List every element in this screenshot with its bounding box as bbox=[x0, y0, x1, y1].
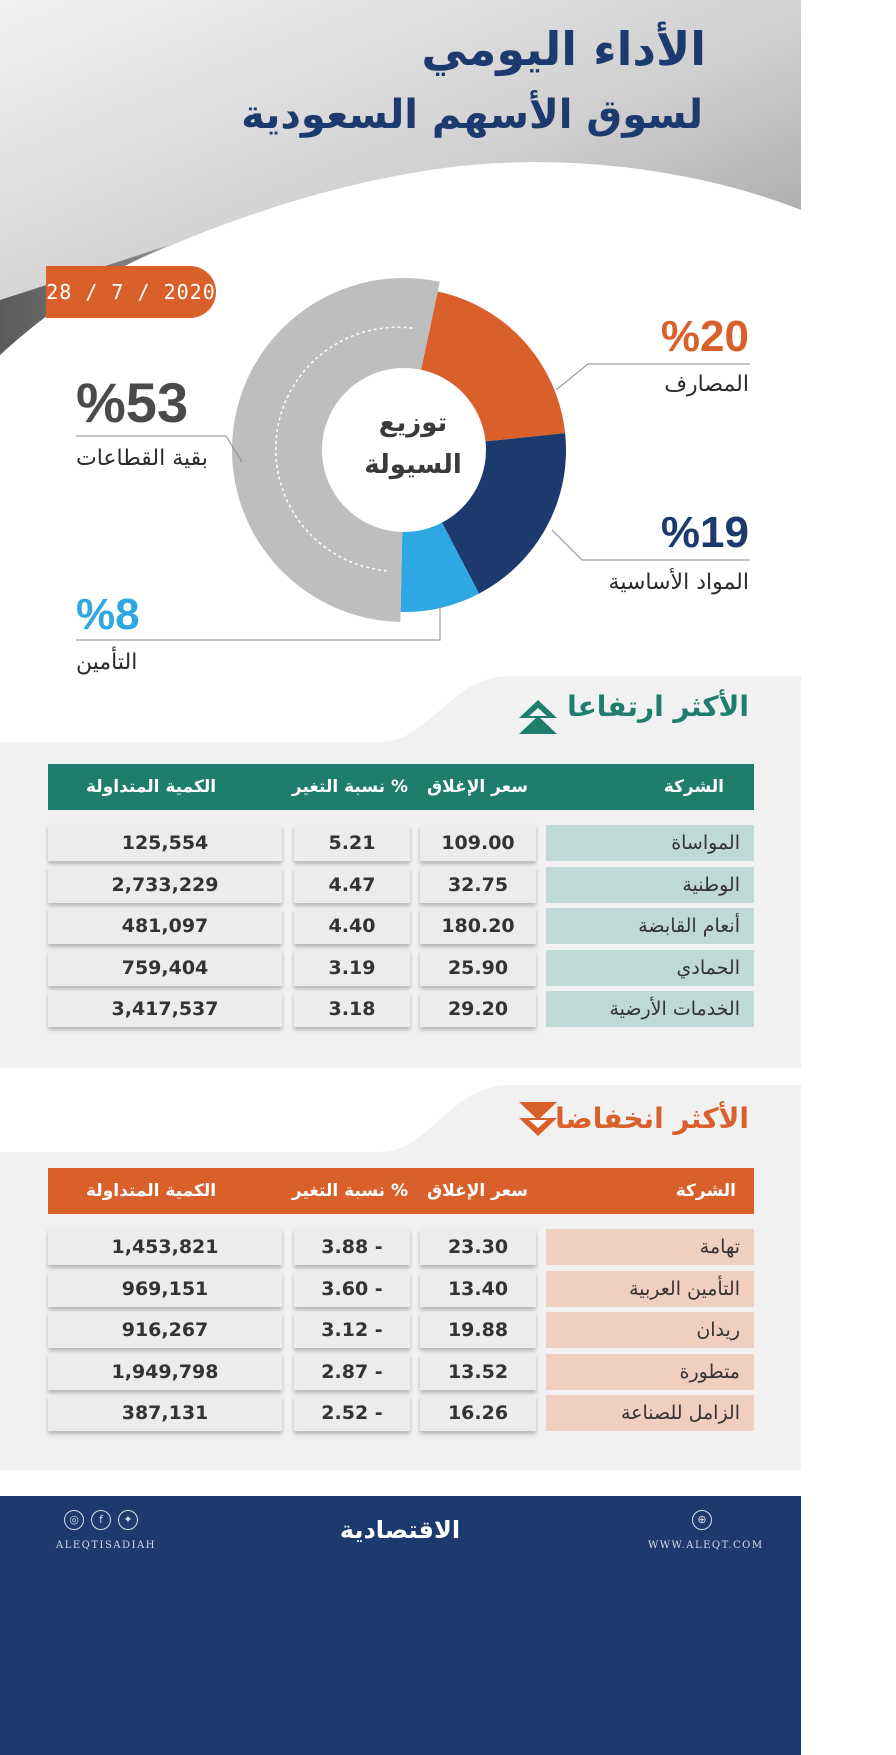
cell-change: 3.88 - bbox=[294, 1229, 410, 1265]
arrow-down-icon bbox=[517, 1102, 559, 1142]
donut-center-line1: توزيع bbox=[378, 408, 448, 438]
slice-value-insurance: %8 bbox=[76, 590, 140, 639]
table-row bbox=[48, 1271, 754, 1307]
col-company: الشركة bbox=[663, 777, 724, 797]
table-row bbox=[48, 825, 754, 861]
date-badge: 28 / 7 / 2020 bbox=[46, 266, 216, 318]
table-row bbox=[48, 1395, 754, 1431]
cell-volume: 387,131 bbox=[48, 1395, 282, 1431]
cell-company: المواساة bbox=[546, 825, 754, 861]
cell-close: 13.52 bbox=[420, 1354, 536, 1390]
donut-center-line2: السيولة bbox=[364, 450, 462, 480]
cell-close: 16.26 bbox=[420, 1395, 536, 1431]
cell-company: تهامة bbox=[546, 1229, 754, 1265]
cell-change: 2.87 - bbox=[294, 1354, 410, 1390]
cell-company: التأمين العربية bbox=[546, 1271, 754, 1307]
globe-icon[interactable]: ⊕ bbox=[692, 1510, 712, 1530]
table-row bbox=[48, 950, 754, 986]
twitter-icon[interactable]: ✦ bbox=[118, 1510, 138, 1530]
cell-volume: 2,733,229 bbox=[48, 867, 282, 903]
cell-volume: 759,404 bbox=[48, 950, 282, 986]
cell-volume: 1,453,821 bbox=[48, 1229, 282, 1265]
instagram-icon[interactable]: ◎ bbox=[64, 1510, 84, 1530]
arrow-up-icon bbox=[517, 700, 559, 740]
col-close: سعر الإغلاق bbox=[426, 777, 528, 797]
col-change: نسبة التغير % bbox=[291, 777, 408, 797]
cell-volume: 125,554 bbox=[48, 825, 282, 861]
cell-company: متطورة bbox=[546, 1354, 754, 1390]
cell-change: 3.19 bbox=[294, 950, 410, 986]
cell-close: 13.40 bbox=[420, 1271, 536, 1307]
donut-center-label bbox=[343, 402, 483, 486]
footer bbox=[0, 1496, 801, 1755]
cell-change: 4.40 bbox=[294, 908, 410, 944]
cell-change: 3.12 - bbox=[294, 1312, 410, 1348]
cell-change: 5.21 bbox=[294, 825, 410, 861]
slice-value-materials: %19 bbox=[660, 508, 749, 557]
cell-volume: 969,151 bbox=[48, 1271, 282, 1307]
cell-company: الوطنية bbox=[546, 867, 754, 903]
slice-label-banks: المصارف bbox=[664, 372, 749, 397]
cell-close: 32.75 bbox=[420, 867, 536, 903]
col-volume: الكمية المتداولة bbox=[86, 777, 217, 797]
cell-change: 3.18 bbox=[294, 991, 410, 1027]
cell-volume: 1,949,798 bbox=[48, 1354, 282, 1390]
table-row bbox=[48, 1229, 754, 1265]
losers-table-header bbox=[48, 1168, 754, 1214]
cell-close: 29.20 bbox=[420, 991, 536, 1027]
slice-label-materials: المواد الأساسية bbox=[608, 570, 749, 595]
cell-change: 3.60 - bbox=[294, 1271, 410, 1307]
page-subtitle: لسوق الأسهم السعودية bbox=[241, 92, 703, 138]
cell-close: 109.00 bbox=[420, 825, 536, 861]
table-row bbox=[48, 867, 754, 903]
losers-title: الأكثر انخفاضا bbox=[555, 1102, 749, 1135]
col-company: الشركة bbox=[675, 1181, 736, 1201]
slice-label-insurance: التأمين bbox=[76, 650, 138, 675]
gainers-title: الأكثر ارتفاعا bbox=[567, 690, 749, 723]
cell-close: 25.90 bbox=[420, 950, 536, 986]
table-row bbox=[48, 991, 754, 1027]
slice-value-others: %53 bbox=[76, 371, 189, 434]
footer-handle: ALEQTISADIAH bbox=[56, 1540, 156, 1551]
table-row bbox=[48, 1354, 754, 1390]
table-row bbox=[48, 1312, 754, 1348]
cell-company: الزامل للصناعة bbox=[546, 1395, 754, 1431]
cell-close: 19.88 bbox=[420, 1312, 536, 1348]
cell-change: 4.47 bbox=[294, 867, 410, 903]
page-title: الأداء اليومي bbox=[421, 22, 706, 76]
cell-company: ريدان bbox=[546, 1312, 754, 1348]
cell-volume: 916,267 bbox=[48, 1312, 282, 1348]
cell-close: 180.20 bbox=[420, 908, 536, 944]
slice-label-others: بقية القطاعات bbox=[76, 446, 208, 471]
cell-close: 23.30 bbox=[420, 1229, 536, 1265]
cell-volume: 481,097 bbox=[48, 908, 282, 944]
cell-company: أنعام القابضة bbox=[546, 908, 754, 944]
brand-logo: الاقتصادية bbox=[339, 1516, 461, 1544]
table-row bbox=[48, 908, 754, 944]
col-close: سعر الإغلاق bbox=[426, 1181, 528, 1201]
slice-value-banks: %20 bbox=[660, 312, 749, 361]
col-volume: الكمية المتداولة bbox=[86, 1181, 217, 1201]
footer-website[interactable]: WWW.ALEQT.COM bbox=[648, 1540, 764, 1551]
cell-volume: 3,417,537 bbox=[48, 991, 282, 1027]
cell-company: الحمادي bbox=[546, 950, 754, 986]
cell-change: 2.52 - bbox=[294, 1395, 410, 1431]
col-change: نسبة التغير % bbox=[291, 1181, 408, 1201]
gainers-table-header bbox=[48, 764, 754, 810]
facebook-icon[interactable]: f bbox=[91, 1510, 111, 1530]
cell-company: الخدمات الأرضية bbox=[546, 991, 754, 1027]
